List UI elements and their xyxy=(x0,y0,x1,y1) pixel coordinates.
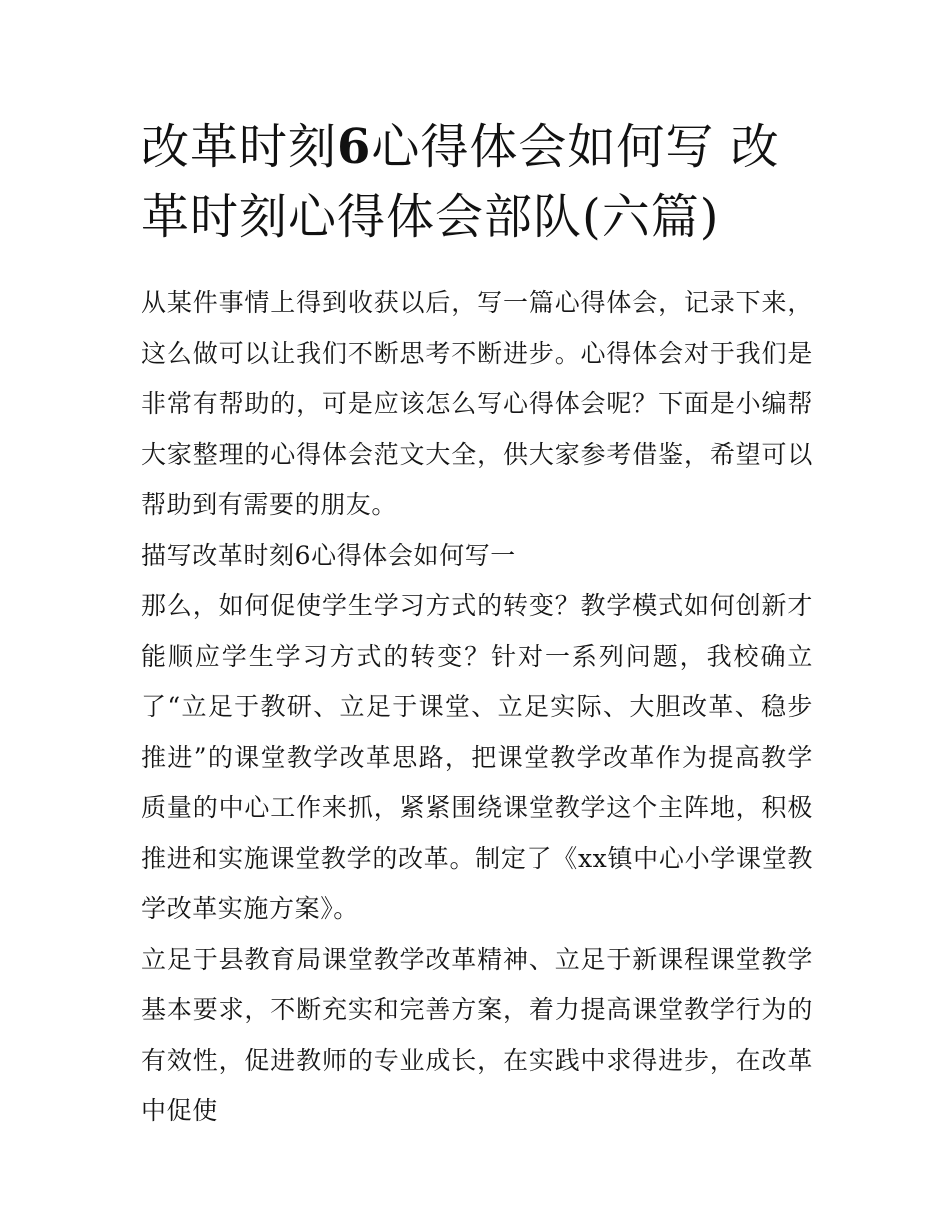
body-paragraph-1: 那么，如何促使学生学习方式的转变？教学模式如何创新才能顺应学生学习方式的转变？针对一系列问题，我校确立了“立足于教研、立足于课堂、立足实际、大胆改革、稳步推进”的课堂教学改革思路，把课堂教学改革作为提高教学质量的中心工作来抓，紧紧围绕课堂教学这个主阵地，积极推进和实施课堂教学的改革。制定了《xx镇中心小学课堂教学改革实施方案》。 xyxy=(141,591,813,923)
body-paragraph-2: 立足于县教育局课堂教学改革精神、立足于新课程课堂教学基本要求，不断充实和完善方案，着力提高课堂教学行为的有效性，促进教师的专业成长，在实践中求得进步，在改革中促使 xyxy=(141,944,813,1125)
intro-paragraph: 从某件事情上得到收获以后，写一篇心得体会，记录下来，这么做可以让我们不断思考不断进步。心得体会对于我们是非常有帮助的，可是应该怎么写心得体会呢？下面是小编帮大家整理的心得体会范文大全，供大家参考借鉴，希望可以帮助到有需要的朋友。 xyxy=(141,288,813,519)
title-part-1: 改革时刻 xyxy=(141,119,338,175)
section-subheading: 描写改革时刻6心得体会如何写一 xyxy=(141,540,516,570)
document-body xyxy=(141,112,813,1137)
document-title xyxy=(141,112,813,252)
title-number: 6 xyxy=(337,119,372,175)
title-part-2: 心得体会如何写 改革时刻心得体会部队(六篇) xyxy=(141,119,780,245)
